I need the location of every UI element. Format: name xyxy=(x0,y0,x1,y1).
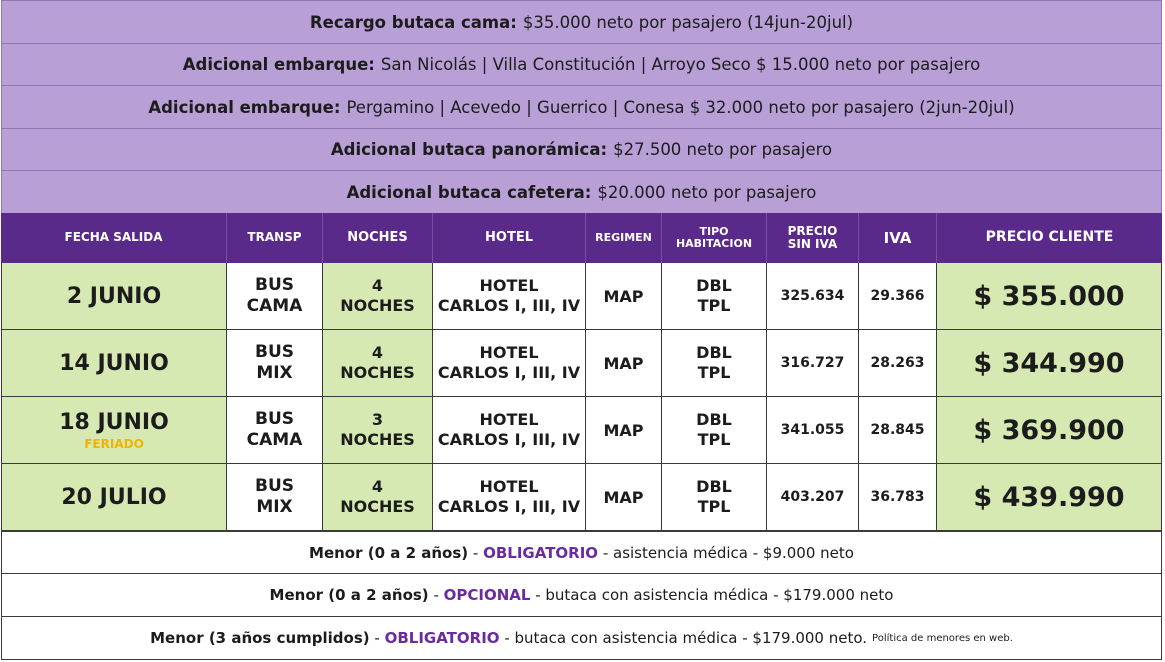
transp-line2: CAMA xyxy=(246,296,303,316)
policy-status: OBLIGATORIO xyxy=(384,629,500,647)
noches-label: NOCHES xyxy=(340,363,415,382)
cell-precio-cliente xyxy=(937,397,1162,464)
surcharge-band xyxy=(1,0,1162,44)
table-row xyxy=(1,464,1162,531)
fecha-text: 14 JUNIO xyxy=(59,350,169,376)
tipo-line1: DBL xyxy=(696,477,732,496)
header-precio-cliente: PRECIO CLIENTE xyxy=(985,229,1114,246)
fecha-text: 18 JUNIO xyxy=(59,409,169,435)
cell-precio-sin-iva xyxy=(767,464,859,531)
cell-noches xyxy=(323,263,433,330)
precio-sin-iva-text: 403.207 xyxy=(780,489,845,505)
policy-text: - butaca con asistencia médica - $179.000 neto. xyxy=(499,629,868,647)
cell-tipo xyxy=(662,330,767,397)
header-hotel: HOTEL xyxy=(433,213,586,263)
noches-count: 4 xyxy=(371,276,384,295)
regimen-text: MAP xyxy=(603,487,644,507)
cell-transp xyxy=(227,263,323,330)
precio-sin-iva-text: 341.055 xyxy=(780,422,845,438)
minor-policy-row xyxy=(1,616,1162,660)
surcharge-band-text: $20.000 neto por pasajero xyxy=(597,182,817,202)
fecha-text: 20 JULIO xyxy=(61,484,167,510)
precio-cliente-text: $ 369.900 xyxy=(973,414,1125,446)
surcharge-band-text: Pergamino | Acevedo | Guerrico | Conesa $ 32.000 neto por pasajero (2jun-20jul) xyxy=(346,97,1015,117)
header-transp: TRANSP xyxy=(227,213,323,263)
surcharge-band-text: $35.000 neto por pasajero (14jun-20jul) xyxy=(522,12,854,32)
transp-line2: MIX xyxy=(256,363,293,383)
surcharge-band-title: Adicional butaca panorámica: xyxy=(330,140,608,159)
cell-noches xyxy=(323,330,433,397)
separator: - xyxy=(468,543,484,562)
surcharge-band-title: Adicional butaca cafetera: xyxy=(346,182,592,202)
noches-count: 4 xyxy=(371,343,384,362)
header-precio-sin-iva: PRECIO SIN IVA xyxy=(767,213,859,263)
policy-text: - asistencia médica - $9.000 neto xyxy=(598,543,854,562)
noches-count: 4 xyxy=(371,477,384,496)
tipo-line2: TPL xyxy=(697,497,731,516)
iva-text: 28.263 xyxy=(870,355,925,371)
cell-precio-cliente xyxy=(937,263,1162,330)
table-row xyxy=(1,330,1162,397)
surcharge-band xyxy=(1,43,1162,86)
regimen-text: MAP xyxy=(603,420,644,440)
surcharge-band xyxy=(1,85,1162,129)
noches-count: 3 xyxy=(371,410,384,429)
transp-line2: CAMA xyxy=(246,430,303,450)
tipo-line2: TPL xyxy=(697,430,731,449)
cell-fecha xyxy=(1,263,227,330)
cell-transp xyxy=(227,464,323,531)
iva-text: 36.783 xyxy=(870,489,925,505)
surcharge-band-title: Adicional embarque: xyxy=(182,55,375,74)
cell-regimen xyxy=(586,464,662,531)
hotel-line2: CARLOS I, III, IV xyxy=(437,363,581,382)
transp-line1: BUS xyxy=(254,341,294,362)
surcharge-band xyxy=(1,170,1162,214)
hotel-line1: HOTEL xyxy=(479,410,539,429)
hotel-line2: CARLOS I, III, IV xyxy=(437,497,581,516)
cell-tipo xyxy=(662,397,767,464)
cell-precio-cliente xyxy=(937,464,1162,531)
feriado-note: FERIADO xyxy=(84,436,144,451)
cell-iva xyxy=(859,330,937,397)
cell-tipo xyxy=(662,464,767,531)
tipo-line1: DBL xyxy=(696,343,732,362)
noches-label: NOCHES xyxy=(340,497,415,516)
hotel-line1: HOTEL xyxy=(479,276,539,295)
surcharge-band xyxy=(1,128,1162,171)
regimen-text: MAP xyxy=(603,286,644,306)
transp-line1: BUS xyxy=(254,274,294,295)
fecha-text: 2 JUNIO xyxy=(66,283,162,309)
table-header xyxy=(1,213,1162,263)
hotel-line1: HOTEL xyxy=(479,343,539,362)
tipo-line2: TPL xyxy=(697,363,731,382)
cell-precio-cliente xyxy=(937,330,1162,397)
cell-fecha xyxy=(1,330,227,397)
regimen-text: MAP xyxy=(603,353,644,373)
table-row xyxy=(1,263,1162,330)
header-tipo: TIPO HABITACION xyxy=(662,213,767,263)
transp-line2: MIX xyxy=(256,497,293,517)
tipo-line1: DBL xyxy=(696,276,732,295)
iva-text: 28.845 xyxy=(870,422,925,438)
policy-status: OPCIONAL xyxy=(443,586,531,604)
surcharge-band-title: Recargo butaca cama: xyxy=(309,12,517,32)
cell-precio-sin-iva xyxy=(767,397,859,464)
cell-transp xyxy=(227,330,323,397)
cell-iva xyxy=(859,263,937,330)
precio-sin-iva-text: 316.727 xyxy=(780,355,845,371)
cell-regimen xyxy=(586,330,662,397)
separator: - xyxy=(428,586,444,604)
hotel-line2: CARLOS I, III, IV xyxy=(437,430,581,449)
cell-regimen xyxy=(586,263,662,330)
precio-cliente-text: $ 439.990 xyxy=(973,481,1125,513)
surcharge-band-text: $27.500 neto por pasajero xyxy=(613,140,833,159)
cell-fecha xyxy=(1,397,227,464)
header-fecha: FECHA SALIDA xyxy=(1,213,227,263)
tipo-line1: DBL xyxy=(696,410,732,429)
header-regimen: REGIMEN xyxy=(586,213,662,263)
surcharge-band-title: Adicional embarque: xyxy=(148,97,341,117)
minor-age: Menor (0 a 2 años) xyxy=(269,586,429,604)
iva-text: 29.366 xyxy=(870,288,925,304)
hotel-line1: HOTEL xyxy=(479,477,539,496)
cell-tipo xyxy=(662,263,767,330)
cell-iva xyxy=(859,464,937,531)
precio-sin-iva-text: 325.634 xyxy=(780,288,845,304)
separator: - xyxy=(369,629,385,647)
header-iva: IVA xyxy=(859,213,937,263)
cell-regimen xyxy=(586,397,662,464)
cell-iva xyxy=(859,397,937,464)
hotel-line2: CARLOS I, III, IV xyxy=(437,296,581,315)
precio-cliente-text: $ 344.990 xyxy=(973,347,1125,379)
precio-cliente-text: $ 355.000 xyxy=(973,280,1125,312)
table-row xyxy=(1,397,1162,464)
cell-noches xyxy=(323,464,433,531)
policy-status: OBLIGATORIO xyxy=(483,543,599,562)
cell-noches xyxy=(323,397,433,464)
cell-hotel xyxy=(433,464,586,531)
cell-precio-sin-iva xyxy=(767,263,859,330)
minor-age: Menor (0 a 2 años) xyxy=(309,543,469,562)
transp-line1: BUS xyxy=(254,408,294,429)
transp-line1: BUS xyxy=(254,475,294,496)
cell-hotel xyxy=(433,263,586,330)
minor-policy-row xyxy=(1,573,1162,617)
policy-web-note: Política de menores en web. xyxy=(872,632,1013,644)
cell-fecha xyxy=(1,464,227,531)
surcharge-band-text: San Nicolás | Villa Constitución | Arroyo Seco $ 15.000 neto por pasajero xyxy=(380,55,981,74)
noches-label: NOCHES xyxy=(340,430,415,449)
tipo-line2: TPL xyxy=(697,296,731,315)
policy-text: - butaca con asistencia médica - $179.000 neto xyxy=(530,586,894,604)
noches-label: NOCHES xyxy=(340,296,415,315)
cell-precio-sin-iva xyxy=(767,330,859,397)
header-noches: NOCHES xyxy=(323,213,433,263)
minor-policy-row xyxy=(1,531,1162,574)
cell-hotel xyxy=(433,397,586,464)
cell-hotel xyxy=(433,330,586,397)
minor-age: Menor (3 años cumplidos) xyxy=(150,629,370,647)
cell-transp xyxy=(227,397,323,464)
